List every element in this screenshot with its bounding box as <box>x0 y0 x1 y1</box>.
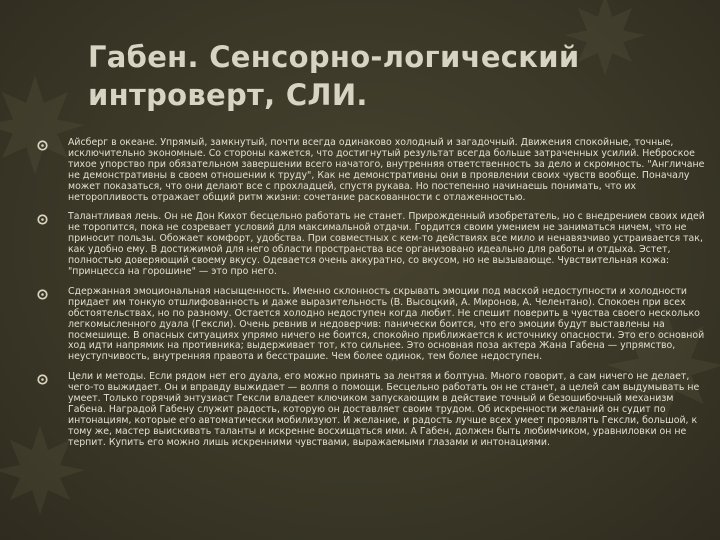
paragraph-text: Сдержанная эмоциональная насыщенность. Именно склонность скрывать эмоции под маской недоступности и холодности придает им тонкую отшлифованность и даже выразительность (В. Высоцкий, А. Миронов, А. Челентано). Спокоен при всех обстоятельствах, но по разному. Остается холодно недоступен когда любит. Не спешит поверить в чувства своего несколько легкомысленного дуала (Гексли). Очень ревнив и недоверчив: панически боится, что его эмоции будут выставлены на посмешище. В опасных ситуациях упрямо ничего не боится, спокойно приближается к источнику опасности. Это его основной ход идти напрямик на противника; выдерживает тот, кто сильнее. Это основная поза актера Жана Габена — упрямство, неуступчивость, внутренняя правота и бесстрашие. Чем более одинок, тем более недоступен. <box>68 285 705 363</box>
ring-bullet-icon <box>36 139 49 152</box>
list-item <box>36 287 708 363</box>
list-item <box>36 138 708 203</box>
bullet-list <box>36 138 708 458</box>
paragraph-text: Талантливая лень. Он не Дон Кихот бесцельно работать не станет. Прирожденный изобретатель, но с внедрением своих идей не торопится, пока не созревает условий для максимальной отдачи. Гордится своим умением не заниматься ничем, что не приносит пользы. Обожает комфорт, удобства. При совместных с кем-то действиях все мило и ненавязчиво устраивается так, как удобно ему. В достижимой для него области пространства все организовано идеально для работы и отдыха. Эстет, полностью доверяющий своему вкусу. Одевается очень аккуратно, со вкусом, но не вызывающе. Чувствительная кожа: "принцесса на горошине" — это про него. <box>68 211 705 277</box>
paragraph-text: Айсберг в океане. Упрямый, замкнутый, почти всегда одинаково холодный и загадочный. Движения спокойные, точные, исключительно экономные. Со стороны кажется, что достигнутый результат всегда больше затраченных усилий. Неброское тихое упорство при обязательном завершении всего начатого, внутренняя ответственность за дело и скромность. "Англичане не демонстративны в своем отношении к труду", Как не демонстративны они в проявлении своих чувств вообще. Поначалу может показаться, что они делают все с прохладцей, спустя рукава. Но постепенно начинаешь понимать, что их неторопливость отражает общий ритм жизни: сочетание раскованности с отлаженностью. <box>68 137 705 203</box>
ring-bullet-icon <box>36 288 49 301</box>
ring-bullet-icon <box>36 213 49 226</box>
paragraph-text: Цели и методы. Если рядом нет его дуала, его можно принять за лентяя и болтуна. Много говорит, а сам ничего не делает, чего-то выжидает. Он и вправду выжидает — волпя о помощи. Бесцельно работать он не станет, а целей сам выдумывать не умеет. Только горячий энтузиаст Гексли владеет ключиком запускающим в действие точный и безошибочный механизм Габена. Наградой Габену служит радость, которую он доставляет своим трудом. Об искренности желаний он судит по интонациям, которые его автоматически мобилизуют. И желание, и радость лучше всех умеет проявлять Гексли, большой, к тому же, мастер выискивать таланты и искренне восхищаться ими. А Габен, должен быть любимчиком, уравниловки он не терпит. Купить его можно лишь искренними чувствами, выражаемыми глазами и интонациями. <box>68 371 700 448</box>
list-item <box>36 212 708 277</box>
slide-title: Габен. Сенсорно-логический интроверт, СЛИ. <box>88 40 580 112</box>
list-item <box>36 372 708 448</box>
ring-bullet-icon <box>36 373 49 386</box>
